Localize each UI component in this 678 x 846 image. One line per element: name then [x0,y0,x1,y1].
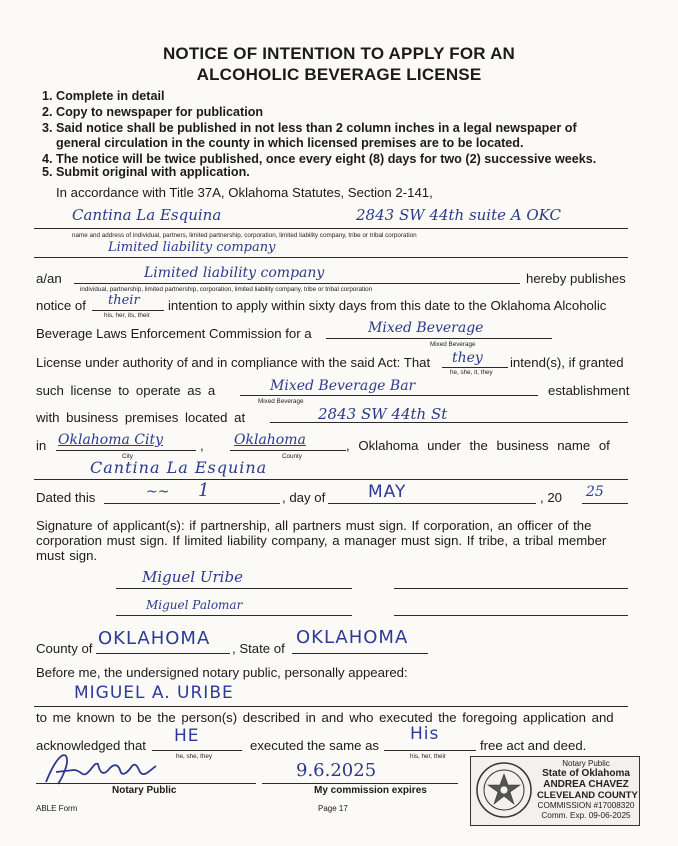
in-label: in [36,438,47,453]
county-value[interactable]: Oklahoma [234,432,306,448]
such-license-text: such license to operate as a [36,383,216,398]
appeared-line [34,706,628,707]
before-me-text: Before me, the undersigned notary public, personally appeared: [36,665,408,680]
page-number: Page 17 [318,804,348,813]
page-subtitle: ALCOHOLIC BEVERAGE LICENSE [196,65,482,84]
intends-text: intend(s), if granted [510,355,624,370]
month-value[interactable]: MAY [368,482,407,502]
city-value[interactable]: Oklahoma City [58,432,164,448]
their-line [92,310,164,311]
seal-line-3: ANDREA CHAVEZ [543,779,629,790]
establishment-line [240,395,538,396]
he-line [152,750,242,751]
entity-type-caption: individual, partnership, limited partnership, corporation, limited liability company, tribe or tribal corporation [80,286,373,293]
premises-value[interactable]: 2843 SW 44th St [318,405,448,423]
seal-line-2: State of Oklahoma [542,768,630,779]
year-prefix: , 20 [540,490,562,505]
entity-line-2[interactable]: Limited liability company [108,240,276,255]
instruction-4: 4. The notice will be twice published, once every eight (8) days for two (2) successive weeks. [42,152,597,166]
they-line [442,367,508,368]
city-line [56,450,196,451]
statute-intro: In accordance with Title 37A, Oklahoma Statutes, Section 2-141, [56,185,433,200]
establishment-caption: Mixed Beverage [258,398,304,405]
county-line [230,450,346,451]
known-text: to me known to be the person(s) described in and who executed the foregoing application and [36,710,614,725]
notary-seal [470,756,640,826]
year-line [582,503,628,504]
dated-label: Dated this [36,490,96,505]
his-caption: his, her, their [410,753,447,760]
license-under-text: License under authority of and in compliance with the said Act: That [36,355,431,370]
instruction-5: 5. Submit original with application. [42,165,250,179]
free-act-label: free act and deed. [480,738,587,753]
county-caption: County [282,453,302,460]
oklahoma-under-text: , Oklahoma under the business name of [346,438,610,453]
license-type-value[interactable]: Mixed Beverage [368,320,484,336]
dated-day-line [104,503,280,504]
entity-type-value[interactable]: Limited liability company [144,265,325,281]
day-of-label: , day of [282,490,326,505]
he-value[interactable]: HE [174,726,200,746]
signature-line-1 [116,588,352,589]
year-value[interactable]: 25 [586,484,604,500]
notice-of-label: notice of [36,298,86,313]
county-of-label: County of [36,641,93,656]
instruction-1: 1. Complete in detail [42,89,165,103]
signature-line-2 [116,615,352,616]
instruction-3: 3. Said notice shall be published in not less than 2 column inches in a legal newspaper of [42,121,577,135]
state-of-value[interactable]: OKLAHOMA [296,627,409,648]
they-caption: he, she, it, they [450,369,493,376]
signature-line-2b [394,615,628,616]
their-caption: his, her, its, their [104,312,150,319]
license-type-line [326,338,552,339]
name-address-line-2 [34,257,628,258]
executed-label: executed the same as [250,738,380,753]
license-type-caption: Mixed Beverage [430,341,476,348]
city-caption: City [122,453,133,460]
dated-strike: ~~ [146,484,170,500]
notary-public-label: Notary Public [112,785,177,796]
instruction-3-cont: general circulation in the county in which licensed premises are to be located. [56,136,524,150]
their-value[interactable]: their [108,293,140,308]
commission-text: Beverage Laws Enforcement Commission for a [36,326,312,341]
seal-line-5: COMMISSION #17008320 [537,801,635,810]
dated-day-value[interactable]: 1 [198,480,210,501]
they-value[interactable]: they [452,350,483,366]
applicant-name[interactable]: Cantina La Esquina [72,206,222,224]
establishment-label: establishment [548,383,630,398]
state-of-label: , State of [232,641,285,656]
form-name: ABLE Form [36,804,78,813]
he-caption: he, she, they [176,753,213,760]
comma-sep: , [200,438,204,453]
seal-line-4: CLEVELAND COUNTY [537,790,638,801]
state-seal-icon [475,761,533,819]
entity-type-line [74,283,520,284]
state-of-line [292,653,428,654]
notary-signature-line [36,783,256,784]
commission-date-line [262,783,458,784]
acknowledged-label: acknowledged that [36,738,146,753]
his-value[interactable]: His [410,724,440,744]
hereby-label: hereby publishes [526,271,626,286]
intention-text: intention to apply within sixty days from this date to the Oklahoma Alcoholic [168,298,607,313]
premises-line [270,422,628,423]
signature-line-1b [394,588,628,589]
name-address-line [34,228,628,229]
commission-date-value[interactable]: 9.6.2025 [296,760,377,781]
business-name-line [34,479,628,480]
establishment-value[interactable]: Mixed Beverage Bar [270,378,416,394]
signature-instructions: Signature of applicant(s): if partnership, all partners must sign. If corporation, an officer of the corporation must sign. If limited liability company, a manager must sign. If tribe, a tribal member must sign. [36,518,607,563]
appeared-value[interactable]: MIGUEL A. URIBE [74,683,234,703]
signature-1[interactable]: Miguel Uribe [142,568,243,586]
name-address-caption: name and address of individual, partners, limited partnership, corporation, limited liability company, tribe or tribal corporation [72,232,417,239]
seal-line-6: Comm. Exp. 09-06-2025 [541,811,631,820]
county-of-line [96,653,230,654]
signature-2[interactable]: Miguel Palomar [146,598,243,612]
county-of-value[interactable]: OKLAHOMA [98,628,211,649]
his-line [384,750,476,751]
premises-text: with business premises located at [36,410,246,425]
a-an-label: a/an [36,271,62,286]
instruction-2: 2. Copy to newspaper for publication [42,105,264,119]
month-line [328,503,536,504]
seal-line-1: Notary Public [562,759,610,768]
business-name-value[interactable]: Cantina La Esquina [90,458,268,477]
commission-expires-label: My commission expires [314,785,427,796]
page-title: NOTICE OF INTENTION TO APPLY FOR AN [162,44,516,63]
applicant-address[interactable]: 2843 SW 44th suite A OKC [356,206,561,224]
